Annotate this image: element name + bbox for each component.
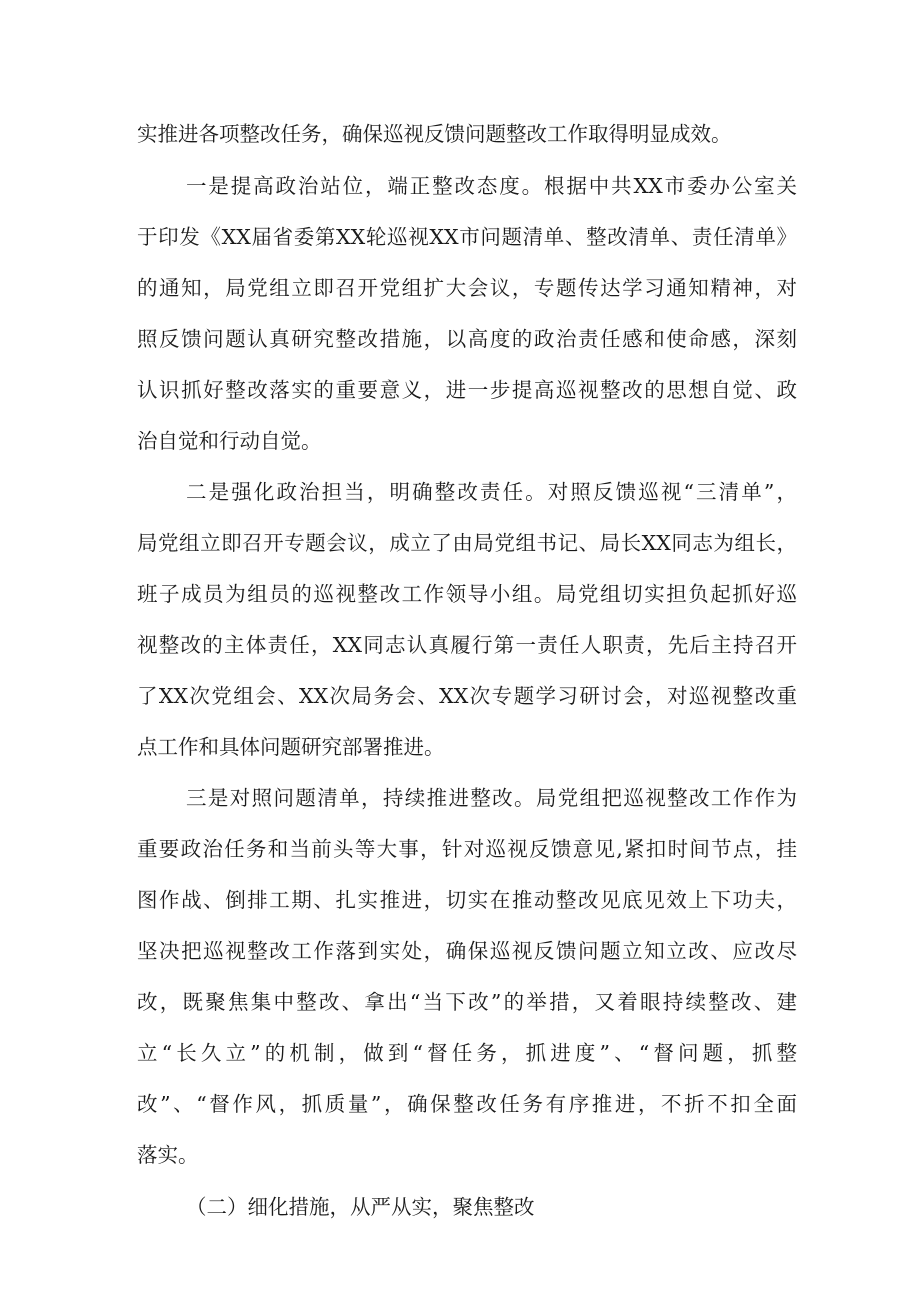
paragraph-line: 图作战、倒排工期、扎实推进，切实在推动整改见底见效上下功夫，: [137, 888, 797, 912]
paragraph-line: 治自觉和行动自觉。: [137, 429, 322, 453]
paragraph-line: 视整改的主体责任，XX同志认真履行第一责任人职责，先后主持召开: [137, 633, 797, 657]
paragraph-line: 二是强化政治担当，明确整改责任。对照反馈巡视“三清单”，: [186, 480, 797, 504]
paragraph-line: 认识抓好整改落实的重要意义，进一步提高巡视整改的思想自觉、政: [137, 378, 797, 402]
paragraph-line: 实推进各项整改任务，确保巡视反馈问题整改工作取得明显成效。: [137, 122, 732, 146]
paragraph-line: 点工作和具体问题研究部署推进。: [137, 735, 445, 759]
paragraph-line: 了XX次党组会、XX次局务会、XX次专题学习研讨会，对巡视整改重: [137, 684, 797, 708]
paragraph-line: 坚决把巡视整改工作落到实处，确保巡视反馈问题立知立改、应改尽: [137, 939, 797, 963]
paragraph-line: 改”、“督作风，抓质量”，确保整改任务有序推进，不折不扣全面: [137, 1092, 797, 1116]
paragraph-line: 照反馈问题认真研究整改措施，以高度的政治责任感和使命感，深刻: [137, 327, 797, 351]
section-heading: （二）细化措施，从严从实，聚焦整改: [186, 1195, 535, 1219]
paragraph-line: 立“长久立”的机制，做到“督任务，抓进度”、“督问题，抓整: [137, 1041, 797, 1065]
paragraph-line: 一是提高政治站位，端正整改态度。根据中共XX市委办公室关: [186, 174, 797, 198]
paragraph-line: 班子成员为组员的巡视整改工作领导小组。局党组切实担负起抓好巡: [137, 582, 797, 606]
paragraph-line: 局党组立即召开专题会议，成立了由局党组书记、局长XX同志为组长，: [137, 531, 797, 555]
paragraph-line: 改，既聚焦集中整改、拿出“当下改”的举措，又着眼持续整改、建: [137, 990, 797, 1014]
paragraph-line: 落实。: [137, 1143, 199, 1167]
paragraph-line: 于印发《XX届省委第XX轮巡视XX市问题清单、整改清单、责任清单》: [137, 225, 797, 249]
paragraph-line: 重要政治任务和当前头等大事，针对巡视反馈意见,紧扣时间节点，挂: [137, 837, 797, 861]
paragraph-line: 三是对照问题清单，持续推进整改。局党组把巡视整改工作作为: [186, 786, 797, 810]
paragraph-line: 的通知，局党组立即召开党组扩大会议，专题传达学习通知精神，对: [137, 276, 797, 300]
